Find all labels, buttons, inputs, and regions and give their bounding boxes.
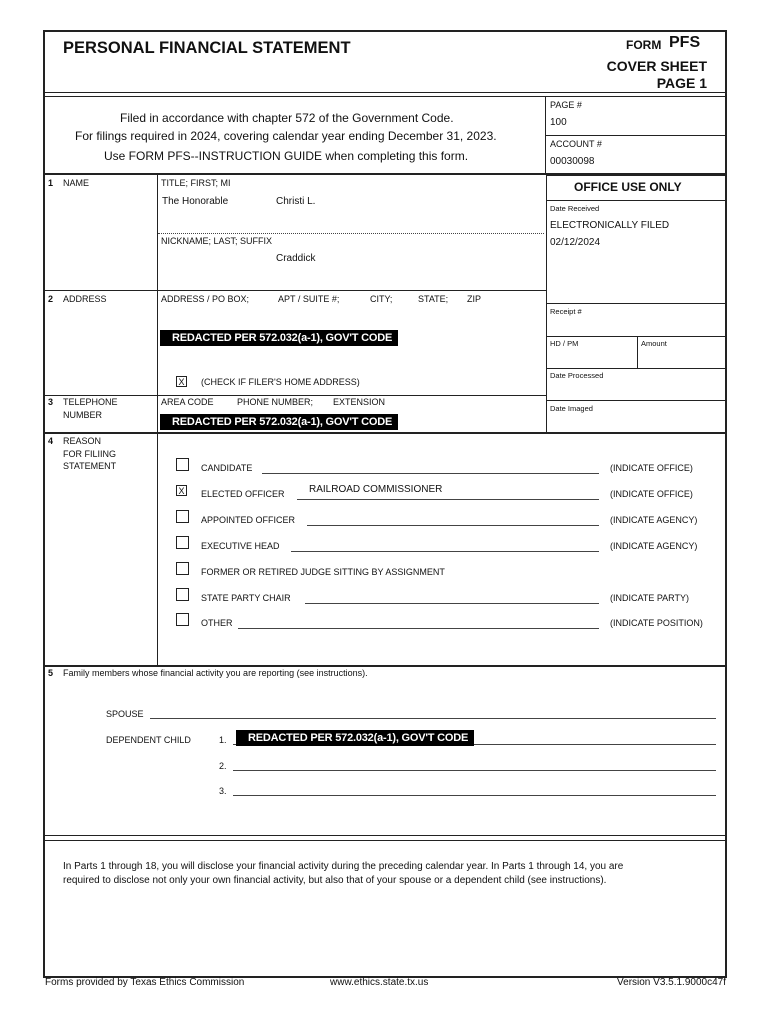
address-col-3: CITY;	[370, 294, 393, 304]
appointed-officer-label: APPOINTED OFFICER	[201, 515, 296, 525]
elected-officer-indicate: (INDICATE OFFICE)	[610, 489, 693, 499]
address-col-1: ADDRESS / PO BOX;	[161, 294, 250, 304]
state-party-chair-line	[305, 603, 599, 604]
title-value: The Honorable	[162, 196, 229, 207]
intro-line-1: Filed in accordance with chapter 572 of the Government Code.	[120, 111, 454, 125]
child-1-redacted: REDACTED PER 572.032(a-1), GOV'T CODE	[236, 730, 474, 746]
child-2-num: 2.	[219, 761, 227, 771]
appointed-officer-checkbox[interactable]	[176, 510, 189, 523]
notice-line-1: In Parts 1 through 18, you will disclose your financial activity during the preceding calendar year. In Parts 1 through 14, you are	[63, 861, 624, 872]
footer-version: Version V3.5.1.9000c47f	[617, 977, 726, 988]
date-imaged-label: Date Imaged	[550, 404, 593, 413]
office-use-box	[546, 175, 725, 433]
family-rule-2	[43, 840, 727, 841]
receipt-label: Receipt #	[550, 307, 582, 316]
executive-head-label: EXECUTIVE HEAD	[201, 541, 280, 551]
office-use-title: OFFICE USE ONLY	[574, 180, 682, 194]
other-checkbox[interactable]	[176, 613, 189, 626]
section-4-label-3: STATEMENT	[63, 461, 117, 471]
executive-head-line	[291, 551, 599, 552]
executive-head-indicate: (INDICATE AGENCY)	[610, 541, 698, 551]
address-col-2: APT / SUITE #;	[278, 294, 340, 304]
child-2-line	[233, 770, 716, 771]
section-3-num: 3	[48, 397, 54, 407]
candidate-checkbox[interactable]	[176, 458, 189, 471]
section-4-num: 4	[48, 436, 54, 446]
cover-sheet-label: COVER SHEET	[606, 58, 707, 74]
appointed-officer-indicate: (INDICATE AGENCY)	[610, 515, 698, 525]
form-code: PFS	[669, 34, 701, 51]
page-num-label: PAGE #	[550, 100, 582, 110]
page-number-label: PAGE 1	[656, 75, 707, 91]
state-party-chair-checkbox[interactable]	[176, 588, 189, 601]
form-label: FORM	[626, 38, 662, 52]
section-5-label: Family members whose financial activity you are reporting (see instructions).	[63, 668, 368, 678]
child-1-num: 1.	[219, 735, 227, 745]
spouse-line	[150, 718, 716, 719]
home-address-checkbox[interactable]: X	[176, 376, 187, 387]
nickname-label: NICKNAME; LAST; SUFFIX	[161, 236, 273, 246]
phone-redacted: REDACTED PER 572.032(a-1), GOV'T CODE	[160, 414, 398, 430]
child-3-num: 3.	[219, 786, 227, 796]
intro-line-3: Use FORM PFS--INSTRUCTION GUIDE when completing this form.	[104, 149, 469, 163]
section-3-label-2: NUMBER	[63, 410, 103, 420]
former-judge-checkbox[interactable]	[176, 562, 189, 575]
state-party-chair-label: STATE PARTY CHAIR	[201, 593, 291, 603]
spouse-label: SPOUSE	[106, 709, 144, 719]
candidate-indicate: (INDICATE OFFICE)	[610, 463, 693, 473]
dependent-child-label: DEPENDENT CHILD	[106, 735, 191, 745]
section-1-bottom	[43, 290, 546, 291]
footer-left: Forms provided by Texas Ethics Commission	[45, 977, 245, 988]
office-row-3	[546, 336, 726, 337]
section-4-bottom	[43, 665, 727, 667]
notice-line-2: required to disclose not only your own financial activity, but also that of your spouse or a dependent child (see instructions).	[63, 875, 607, 886]
intro-line-2: For filings required in 2024, covering calendar year ending December 31, 2023.	[75, 129, 497, 143]
section-1-label: NAME	[63, 178, 90, 188]
date-received-label: Date Received	[550, 204, 600, 213]
footer-website[interactable]: www.ethics.state.tx.us	[330, 977, 429, 988]
office-col	[637, 336, 638, 369]
child-3-line	[233, 795, 716, 796]
office-row-2	[546, 303, 726, 304]
office-row-4	[546, 368, 726, 369]
id-box-mid	[545, 135, 727, 136]
appointed-officer-line	[307, 525, 599, 526]
phone-col-3: EXTENSION	[333, 397, 386, 407]
section-2-bottom	[43, 395, 546, 396]
office-row-5	[546, 400, 726, 401]
section-3-label-1: TELEPHONE	[63, 397, 118, 407]
section-4-label-2: FOR FILIING	[63, 449, 117, 459]
other-label: OTHER	[201, 618, 233, 628]
date-received-value-2: 02/12/2024	[550, 237, 601, 248]
phone-col-2: PHONE NUMBER;	[237, 397, 314, 407]
header-rule-1	[43, 92, 727, 93]
account-num-value: 00030098	[550, 156, 595, 167]
office-row-1	[546, 200, 726, 201]
elected-officer-label: ELECTED OFFICER	[201, 489, 285, 499]
label-column-divider	[157, 174, 158, 666]
section-1-num: 1	[48, 178, 54, 188]
other-indicate: (INDICATE POSITION)	[610, 618, 703, 628]
date-received-value-1: ELECTRONICALLY FILED	[550, 220, 670, 231]
candidate-label: CANDIDATE	[201, 463, 253, 473]
former-judge-label: FORMER OR RETIRED JUDGE SITTING BY ASSIGNMENT	[201, 567, 445, 577]
address-redacted: REDACTED PER 572.032(a-1), GOV'T CODE	[160, 330, 398, 346]
other-line	[238, 628, 599, 629]
elected-officer-line	[297, 499, 599, 500]
last-name-value: Craddick	[276, 253, 316, 264]
section-2-num: 2	[48, 294, 54, 304]
candidate-line	[262, 473, 599, 474]
section-2-label: ADDRESS	[63, 294, 107, 304]
first-name-value: Christi L.	[276, 196, 316, 207]
header-rule-2	[43, 96, 727, 97]
name-divider	[158, 233, 544, 234]
form-title: PERSONAL FINANCIAL STATEMENT	[63, 39, 351, 57]
executive-head-checkbox[interactable]	[176, 536, 189, 549]
state-party-chair-indicate: (INDICATE PARTY)	[610, 593, 690, 603]
amount-label: Amount	[641, 339, 667, 348]
section-4-label-1: REASON	[63, 436, 102, 446]
phone-col-1: AREA CODE	[161, 397, 214, 407]
frame-top	[43, 30, 727, 32]
date-processed-label: Date Processed	[550, 371, 604, 380]
elected-officer-value: RAILROAD COMMISSIONER	[309, 484, 443, 495]
page-num-value: 100	[550, 117, 567, 128]
address-col-4: STATE;	[418, 294, 449, 304]
elected-officer-checkbox[interactable]: X	[176, 485, 187, 496]
family-rule-1	[43, 835, 727, 836]
title-first-label: TITLE; FIRST; MI	[161, 178, 231, 188]
address-col-5: ZIP	[467, 294, 482, 304]
section-5-num: 5	[48, 668, 54, 678]
hd-pm-label: HD / PM	[550, 339, 579, 348]
account-num-label: ACCOUNT #	[550, 139, 602, 149]
home-address-label: (CHECK IF FILER'S HOME ADDRESS)	[201, 377, 360, 387]
